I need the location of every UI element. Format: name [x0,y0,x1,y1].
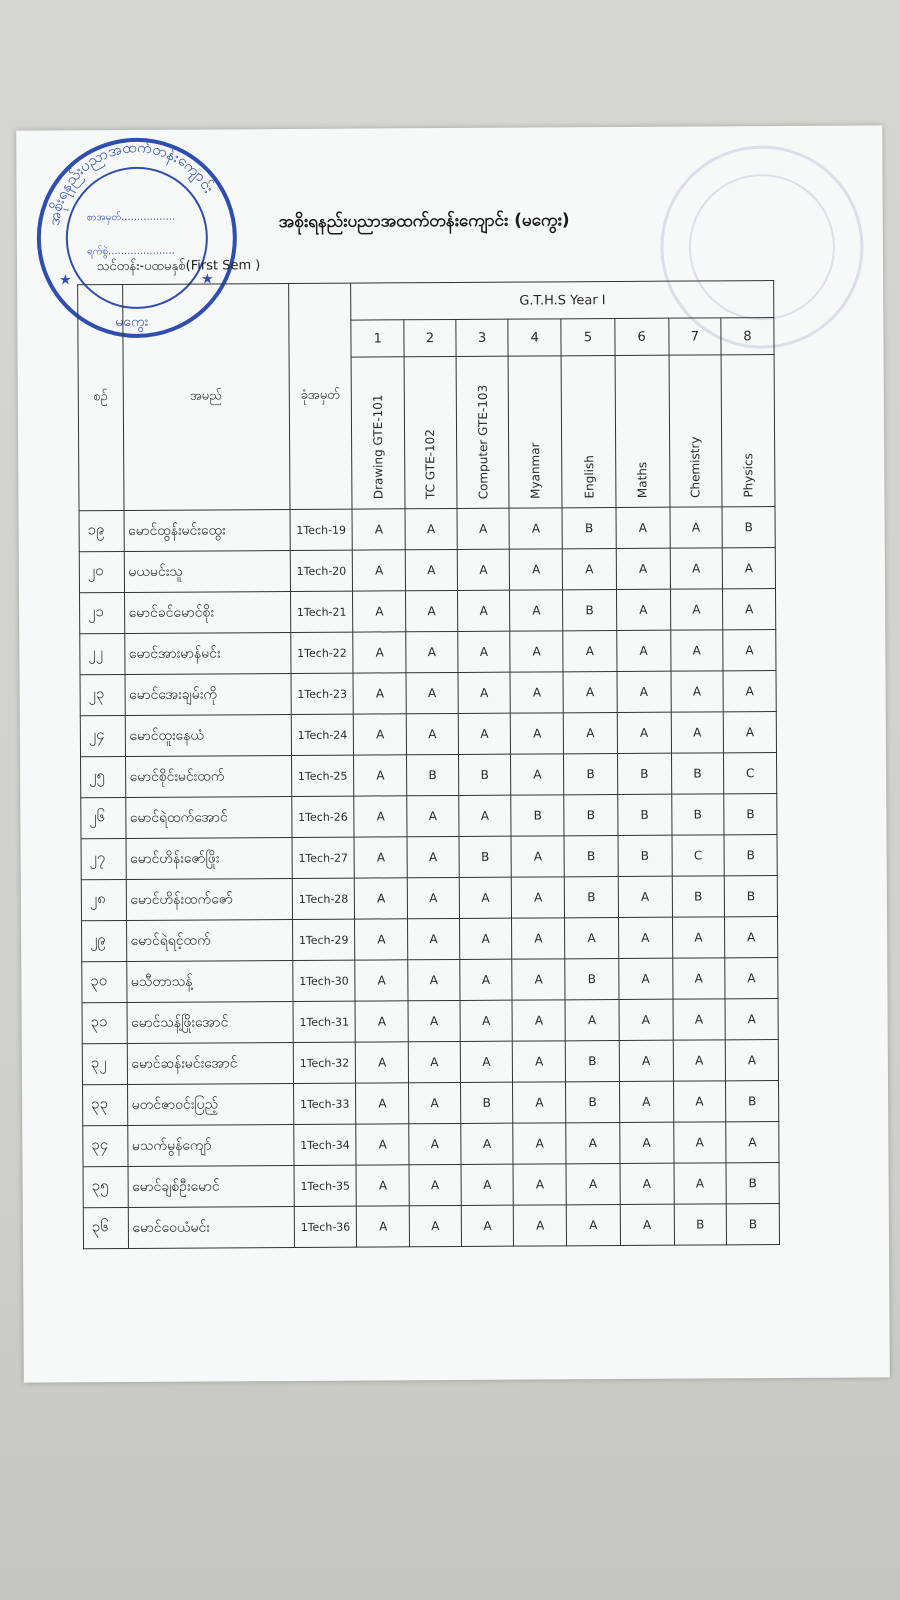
grade-cell: B [672,876,725,917]
grade-cell: A [726,1122,779,1163]
grade-cell: A [353,673,406,714]
student-name-cell: မောင်ခင်မောင်စိုး [124,591,290,633]
serial-number-cell: ၂၀ [79,552,124,593]
grade-cell: A [563,671,617,712]
subject-number: 5 [561,319,615,356]
grade-cell: A [670,630,723,671]
grade-cell: A [357,1206,410,1247]
grade-cell: A [619,999,673,1040]
grade-cell: B [458,754,511,795]
student-name-cell: မတင်ဇာဝင်းပြည့် [127,1083,293,1125]
serial-number-cell: ၂၉ [82,921,127,962]
subject-name-cell [561,356,616,508]
grade-cell: A [620,1122,674,1163]
grade-cell: A [353,632,406,673]
grade-cell: A [723,671,776,712]
grade-cell: A [618,876,672,917]
student-name-cell: မောင်အားမာန်မင်း [124,632,290,674]
grade-cell: B [618,835,672,876]
student-name-cell: မောင်ဝေယံမင်း [128,1206,294,1248]
grade-cell: A [352,509,405,550]
grade-cell: B [565,1040,619,1081]
grade-cell: A [512,877,565,918]
name-header: အမည် [122,283,290,510]
grade-cell: A [513,1082,566,1123]
grade-cell: A [511,836,564,877]
student-name-cell: မောင်အေးချမ်းကို [125,673,291,715]
subject-name-cell [669,355,723,507]
table-row [83,1122,779,1167]
grade-cell: C [724,753,777,794]
table-row [83,1204,779,1249]
grade-cell: A [355,1001,408,1042]
stamp-star-icon: ★ [59,272,72,289]
stamp-line-date: ရက်စွဲ..................... [86,245,175,258]
grade-cell: A [619,958,673,999]
student-name-cell: မောင်စိုင်းမင်းထက် [125,755,291,797]
grade-cell: C [672,835,725,876]
serial-number-cell: ၂၃ [80,675,125,716]
serial-number-cell: ၃၂ [82,1043,127,1084]
grade-cell: A [356,1083,409,1124]
grade-cell: A [355,919,408,960]
stamp-line-number: စာအမှတ်................. [86,211,176,224]
table-row [80,671,776,716]
grade-cell: B [564,753,618,794]
serial-number-cell: ၂၁ [80,593,125,634]
grade-cell: A [618,917,672,958]
document-sheet [16,125,890,1382]
grade-cell: A [409,1123,461,1164]
stamp-ring-text: အစိုးရနည်းပညာအထက်တန်းကျောင်း [44,138,218,227]
table-row [81,753,777,798]
student-name-cell: မောင်သန့်ဖြိုးအောင် [127,1001,293,1043]
table-row [80,589,776,634]
grade-cell: B [511,795,564,836]
roll-number-cell: 1Tech-23 [291,673,354,714]
roll-number-cell: 1Tech-22 [290,632,353,673]
grade-cell: B [564,794,618,835]
serial-number-cell: ၃၀ [82,961,127,1002]
subject-number: 2 [404,319,456,356]
subject-name: Drawing GTE-101 [371,394,386,500]
grade-cell: A [460,1000,513,1041]
roll-number-cell: 1Tech-28 [292,878,355,919]
grade-cell: A [355,878,408,919]
grade-cell: A [565,999,619,1040]
document-subtitle: သင်တန်း-ပထမနှစ်(First Sem ) [96,258,261,275]
grade-cell: A [406,631,458,672]
grade-cell: A [617,712,671,753]
serial-number-cell: ၁၉ [79,511,124,552]
roll-number-cell: 1Tech-34 [293,1124,356,1165]
grade-cell: A [405,549,457,590]
grade-cell: A [511,754,564,795]
serial-number-cell: ၃၁ [82,1002,127,1043]
grade-cell: A [408,1041,460,1082]
grade-cell: A [510,590,563,631]
roll-number-cell: 1Tech-19 [290,509,353,550]
grade-cell: A [566,1204,620,1245]
grade-cell: B [564,876,618,917]
subject-number: 7 [668,318,721,355]
grade-cell: A [513,1123,566,1164]
table-row [83,1163,779,1208]
grade-cell: B [618,794,672,835]
grade-cell: A [562,548,616,589]
student-name-cell: မောင်ဆန်းမင်းအောင် [127,1042,293,1084]
grade-cell: A [457,508,510,549]
roll-number-cell: 1Tech-27 [292,837,355,878]
grade-cell: A [353,550,406,591]
grade-cell: A [619,1040,673,1081]
student-name-cell: မောင်ဟိန်းဇော်ဖြိုး [126,837,292,879]
grade-cell: A [512,959,565,1000]
serial-number-cell: ၂၈ [81,880,126,921]
student-name-cell: မောင်ရဲထက်အောင် [125,796,291,838]
grade-cell: A [409,1164,461,1205]
grade-cell: A [617,671,671,712]
grade-cell: A [670,507,723,548]
grade-cell: A [409,1205,461,1246]
table-row [82,1040,778,1085]
roll-number-cell: 1Tech-32 [293,1042,356,1083]
table-row [81,876,777,921]
grade-cell: A [725,917,778,958]
student-name-cell: မသက်မွန်ကျော် [127,1124,293,1166]
grade-cell: B [724,876,777,917]
student-name-cell: မောင်ရဲရင့်ထက် [126,919,292,961]
grade-cell: A [458,672,511,713]
roll-number-cell: 1Tech-33 [293,1083,356,1124]
serial-number-cell: ၂၆ [81,798,126,839]
grade-cell: B [726,1204,779,1245]
serial-number-cell: ၃၆ [83,1207,128,1248]
subject-number: 1 [351,320,404,357]
student-name-cell: မယမင်းသူ [124,550,290,592]
grade-cell: A [509,508,562,549]
grade-cell: A [407,795,459,836]
grade-cell: A [408,918,460,959]
roll-number-cell: 1Tech-20 [290,550,353,591]
grade-cell: B [563,589,617,630]
table-row [82,917,778,962]
grade-cell: A [565,917,619,958]
grade-cell: A [406,672,458,713]
grade-cell: A [354,714,407,755]
grade-cell: A [670,548,723,589]
grade-cell: B [565,958,619,999]
grade-cell: A [673,1081,726,1122]
grade-cell: B [407,754,459,795]
serial-number-cell: ၃၃ [83,1084,128,1125]
roll-header: ခုံအမှတ် [288,283,352,509]
grades-body [79,507,779,1249]
grade-cell: A [566,1163,620,1204]
grade-cell: A [563,630,617,671]
grade-cell: B [459,836,512,877]
grade-cell: A [619,1081,673,1122]
grade-cell: A [671,671,724,712]
subject-number: 6 [615,318,669,355]
serial-number-cell: ၃၄ [83,1125,128,1166]
table-row [80,712,776,757]
grade-cell: A [460,1041,513,1082]
grade-cell: A [670,589,723,630]
grade-cell: A [723,589,776,630]
subject-name-cell [456,356,510,508]
grade-cell: B [562,508,616,549]
roll-number-cell: 1Tech-31 [293,1001,356,1042]
grade-cell: A [407,877,459,918]
grade-cell: A [566,1122,620,1163]
table-row [81,835,777,880]
grade-cell: A [513,1041,566,1082]
student-name-cell: မောင်ထွန်းမင်းထွေး [124,509,290,551]
grade-cell: A [354,837,407,878]
grade-cell: A [407,836,459,877]
grade-cell: A [512,1000,565,1041]
subject-name-cell [509,356,563,508]
student-name-cell: မောင်ဟိန်းထက်ဇော် [126,878,292,920]
subject-name-cell [721,355,775,507]
student-name-cell: မောင်ချစ်ဦးမောင် [128,1165,294,1207]
grade-cell: A [408,959,460,1000]
grade-cell: A [510,672,563,713]
grade-cell: A [511,713,564,754]
document-title: အစိုးရနည်းပညာအထက်တန်းကျောင်း (မကွေး) [278,210,570,233]
grade-cell: A [673,1040,726,1081]
grade-cell: A [409,1082,461,1123]
grade-cell: A [355,960,408,1001]
roll-number-cell: 1Tech-29 [292,919,355,960]
grade-cell: A [457,549,510,590]
grade-cell: B [724,794,777,835]
grade-cell: A [620,1204,674,1245]
grade-cell: A [461,1164,514,1205]
grade-cell: B [722,507,775,548]
grade-cell: A [461,1205,514,1246]
subject-number: 4 [508,319,561,356]
serial-number-cell: ၂၇ [81,839,126,880]
grade-cell: A [725,1040,778,1081]
grade-cell: B [460,1082,513,1123]
grade-cell: A [459,795,512,836]
show-through-ink-area [0,1380,900,1600]
grade-cell: A [458,713,511,754]
subject-name: Myanmar [528,442,543,499]
grade-cell: B [674,1204,727,1245]
grade-cell: A [405,508,457,549]
subject-name-cell [404,356,457,508]
grade-cell: A [616,589,670,630]
table-row [83,1081,779,1126]
grade-cell: A [458,631,511,672]
grade-cell: A [461,1123,514,1164]
serial-number-cell: ၃၅ [83,1166,128,1207]
roll-number-cell: 1Tech-25 [291,755,354,796]
grade-cell: A [460,959,513,1000]
roll-number-cell: 1Tech-35 [294,1165,357,1206]
grade-cell: A [723,630,776,671]
grade-cell: A [725,999,778,1040]
table-row [79,548,775,593]
grade-cell: A [673,1122,726,1163]
serial-number-cell: ၂၄ [80,716,125,757]
grade-cell: B [724,835,777,876]
grades-table [77,280,780,1249]
grade-cell: A [510,631,563,672]
grade-cell: A [510,549,563,590]
subject-name: English [581,454,596,499]
grade-cell: B [726,1081,779,1122]
roll-number-cell: 1Tech-36 [294,1206,357,1247]
grade-cell: A [620,1163,674,1204]
grade-cell: A [674,1163,727,1204]
grade-cell: A [672,917,725,958]
subject-name: Computer GTE-103 [475,384,491,499]
stamp-bottom-text: မကွေး [115,313,149,331]
grade-cell: A [723,712,776,753]
roll-number-cell: 1Tech-26 [291,796,354,837]
grade-cell: A [406,590,458,631]
grade-cell: A [671,712,724,753]
subject-name: Maths [635,461,650,498]
subject-number: 3 [456,319,509,356]
subject-name: TC GTE-102 [423,429,438,500]
grade-cell: A [354,755,407,796]
grade-cell: A [617,630,671,671]
grade-cell: B [726,1163,779,1204]
serial-number-cell: ၂၂ [80,634,125,675]
subject-name: Chemistry [688,436,703,498]
table-row [80,630,776,675]
grade-cell: A [673,999,726,1040]
grade-cell: B [566,1081,620,1122]
grade-cell: A [514,1205,567,1246]
grade-cell: A [406,713,458,754]
grade-cell: A [722,548,775,589]
roll-number-cell: 1Tech-21 [290,591,353,632]
grade-cell: A [616,507,670,548]
serial-header: စဥ် [78,285,124,511]
stamp-star-icon: ★ [201,271,214,288]
grade-cell: A [353,591,406,632]
grade-cell: B [671,794,724,835]
group-header: G.T.H.S Year I [351,281,774,321]
grade-cell: A [725,958,778,999]
grade-cell: B [671,753,724,794]
subject-name-cell [352,357,406,509]
table-row [82,999,778,1044]
subject-name: Physics [741,452,756,498]
roll-number-cell: 1Tech-24 [291,714,354,755]
student-name-cell: မောင်ထူးနေယံ [125,714,291,756]
grade-cell: A [457,590,510,631]
grade-cell: B [617,753,671,794]
grade-cell: A [512,918,565,959]
grade-cell: A [459,877,512,918]
table-row [81,794,777,839]
grade-cell: A [354,796,407,837]
table-row [82,958,778,1003]
subject-number: 8 [721,318,774,355]
subject-name-cell [615,355,670,507]
grade-cell: A [513,1164,566,1205]
grade-cell: A [459,918,512,959]
table-row [79,507,775,552]
grade-cell: A [356,1165,409,1206]
grade-cell: A [616,548,670,589]
student-name-cell: မသီတာသန့် [126,960,292,1002]
grade-cell: A [408,1000,460,1041]
serial-number-cell: ၂၅ [81,757,126,798]
roll-number-cell: 1Tech-30 [292,960,355,1001]
grade-cell: B [564,835,618,876]
grade-cell: A [563,712,617,753]
grade-cell: A [672,958,725,999]
grade-cell: A [356,1042,409,1083]
grade-cell: A [356,1124,409,1165]
